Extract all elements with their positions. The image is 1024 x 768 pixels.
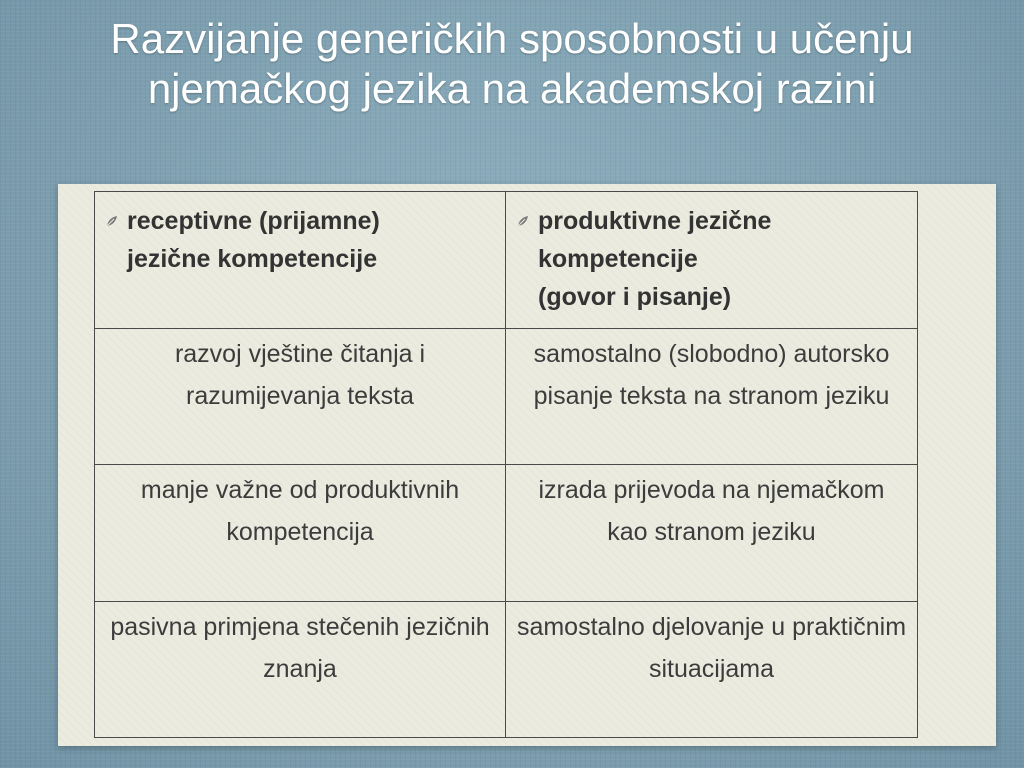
- slide-title: Razvijanje generičkih sposobnosti u učenju njemačkog jezika na akademskoj razini: [110, 15, 914, 112]
- table-cell: samostalno djelovanje u praktičnim situacijama: [506, 601, 918, 738]
- table-row: [95, 465, 918, 602]
- header-productive-line: kompetencije: [538, 245, 698, 273]
- table-header-row: [95, 192, 918, 329]
- competence-table: [94, 191, 918, 738]
- header-productive-line: produktivne jezične: [538, 207, 772, 235]
- table-cell: samostalno (slobodno) autorsko pisanje teksta na stranom jeziku: [506, 328, 918, 465]
- leaf-bullet-icon: [105, 214, 119, 228]
- header-receptive-line: receptivne (prijamne): [127, 207, 380, 235]
- table-cell: pasivna primjena stečenih jezičnih znanja: [95, 601, 506, 738]
- header-productive-line: (govor i pisanje): [538, 283, 732, 311]
- table-cell: manje važne od produktivnih kompetencija: [95, 465, 506, 602]
- table-row: [95, 601, 918, 738]
- table-cell: izrada prijevoda na njemačkom kao stranom jeziku: [506, 465, 918, 602]
- table-row: [95, 328, 918, 465]
- table-cell: razvoj vještine čitanja i razumijevanja teksta: [95, 328, 506, 465]
- header-productive: [506, 192, 918, 329]
- header-receptive-line: jezične kompetencije: [127, 245, 378, 273]
- leaf-bullet-icon: [516, 214, 530, 228]
- header-receptive: [95, 192, 506, 329]
